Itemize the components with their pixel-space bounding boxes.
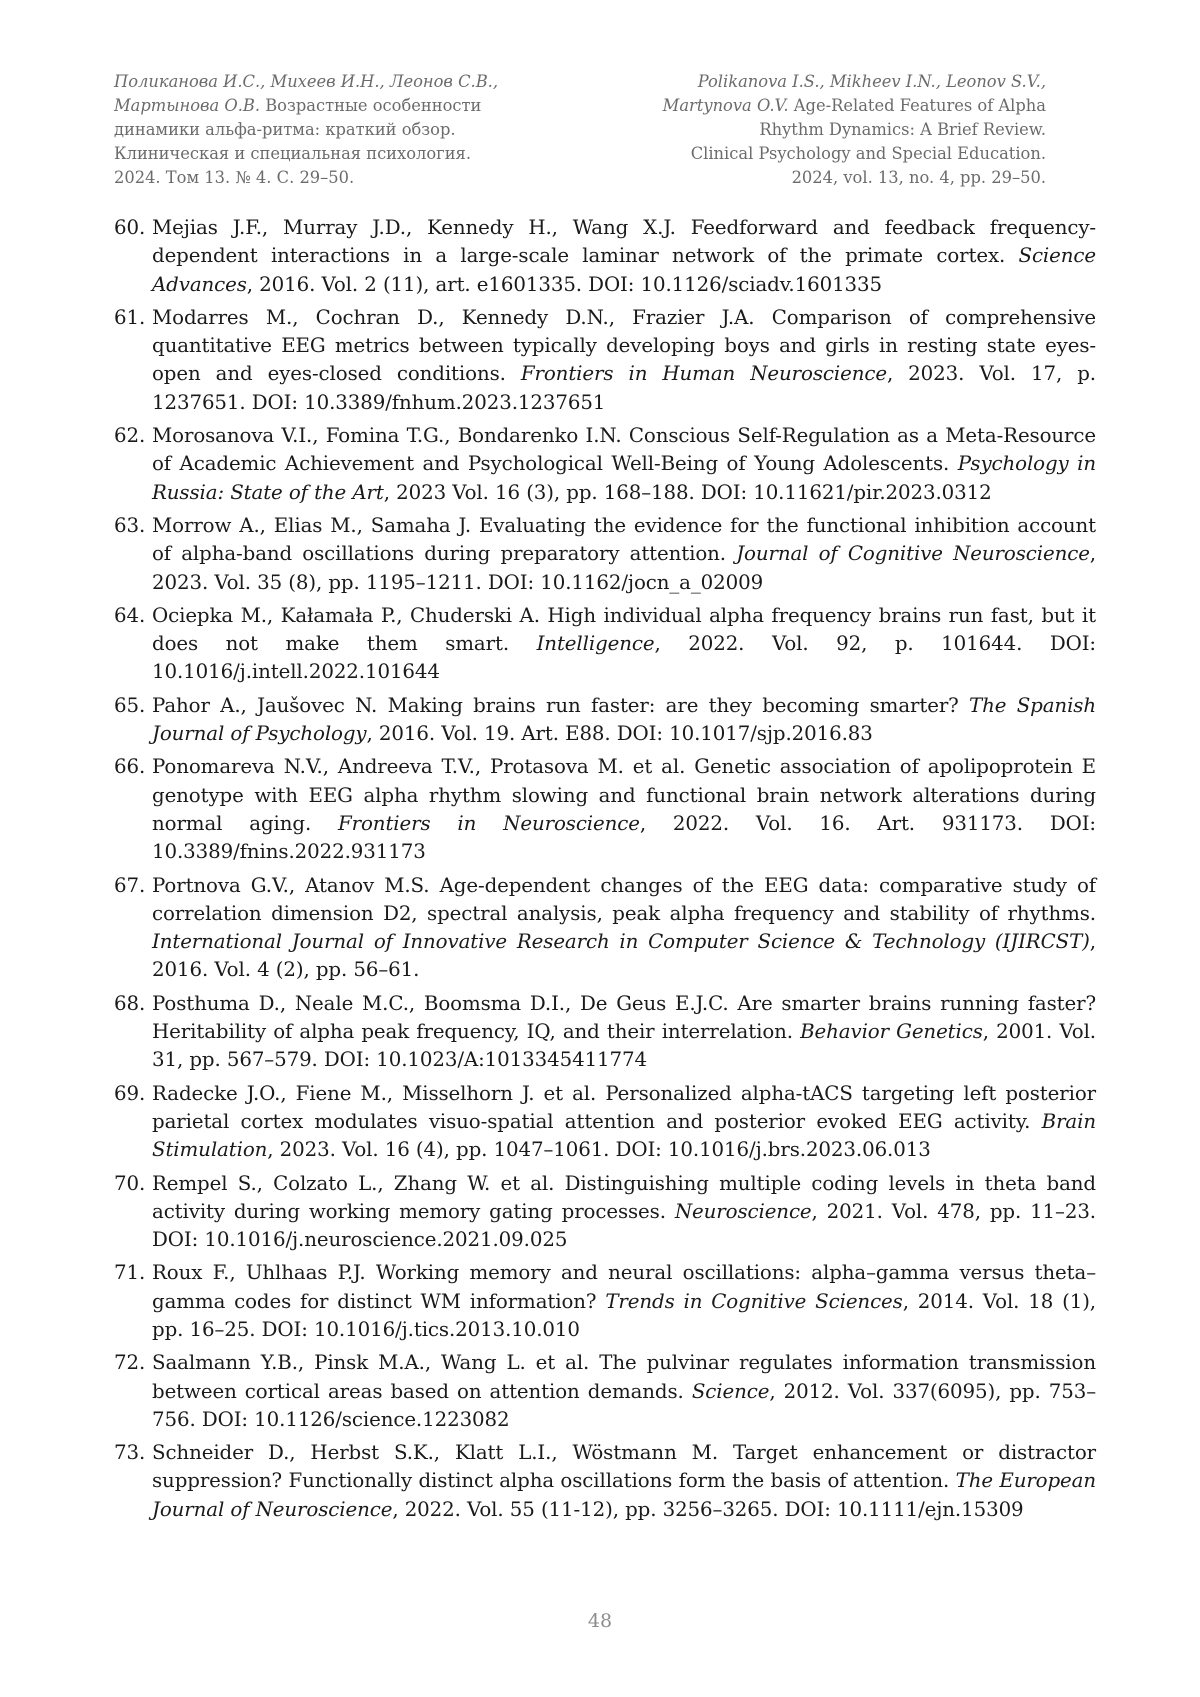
journal-title: Science	[691, 1379, 770, 1403]
reference-item	[114, 214, 1096, 299]
reference-text: Portnova G.V., Atanov M.S. Age-dependent changes of the EEG data: comparative study of correlation dimension D2, spectral analysis, peak alpha frequency and stability of rhythms. International Journal of Innovative Research in Computer Science & Technology (IJIRCST), 2016. Vol. 4 (2), pp. 56–61.	[152, 873, 1096, 982]
reference-number: 68.	[114, 991, 146, 1015]
reference-number: 72.	[114, 1351, 146, 1375]
page-number: 48	[587, 1610, 613, 1632]
reference-item	[114, 692, 1096, 749]
header-line: Клиническая и специальная психология.	[114, 144, 471, 163]
reference-text: Ociepka M., Kałamała P., Chuderski A. High individual alpha frequency brains run fast, but it does not make them smart. Intelligence, 2022. Vol. 92, p. 101644. DOI: 10.1016/j.intell.2022.101644	[152, 603, 1096, 684]
reference-number: 60.	[114, 216, 146, 239]
header-line: Polikanova I.S., Mikheev I.N., Leonov S.V.,	[697, 72, 1046, 91]
reference-item	[114, 753, 1096, 866]
header-line: 2024, vol. 13, no. 4, pp. 29–50.	[791, 168, 1046, 187]
reference-number: 66.	[114, 755, 146, 779]
journal-title: The Spanish Journal of Psychology	[152, 693, 1096, 746]
reference-item	[114, 1439, 1096, 1524]
journal-title: International Journal of Innovative Research in Computer Science & Technology (IJIRCST)	[152, 930, 1090, 954]
reference-text: Mejias J.F., Murray J.D., Kennedy H., Wang X.J. Feedforward and feedback frequency-dependent interactions in a large-scale laminar network of the primate cortex. Science Advances, 2016. Vol. 2 (11), art. e1601335. DOI: 10.1126/sciadv.1601335	[152, 216, 1096, 296]
reference-item	[114, 990, 1096, 1075]
reference-item	[114, 602, 1096, 687]
reference-number: 67.	[114, 873, 146, 897]
reference-number: 65.	[114, 693, 146, 717]
reference-text: Radecke J.O., Fiene M., Misselhorn J. et al. Personalized alpha-tACS targeting left posterior parietal cortex modulates visuo-spatial attention and posterior evoked EEG activity. Brain Stimulation, 2023. Vol. 16 (4), pp. 1047–1061. DOI: 10.1016/j.brs.2023.06.013	[152, 1081, 1096, 1162]
reference-text: Saalmann Y.B., Pinsk M.A., Wang L. et al. The pulvinar regulates information transmission between cortical areas based on attention demands. Science, 2012. Vol. 337(6095), pp. 753–756. DOI: 10.1126/science.1223082	[152, 1351, 1097, 1431]
running-header	[114, 70, 1046, 190]
reference-text: Roux F., Uhlhaas P.J. Working memory and neural oscillations: alpha–gamma versus theta–gamma codes for distinct WM information? Trends in Cognitive Sciences, 2014. Vol. 18 (1), pp. 16–25. DOI: 10.1016/j.tics.2013.10.010	[152, 1261, 1096, 1341]
reference-item	[114, 304, 1096, 417]
reference-item	[114, 1349, 1096, 1434]
reference-item	[114, 512, 1096, 597]
journal-title: Brain Stimulation	[152, 1109, 1096, 1162]
reference-item	[114, 422, 1096, 507]
reference-item	[114, 1259, 1096, 1344]
header-line: Clinical Psychology and Special Education.	[690, 144, 1046, 163]
reference-item	[114, 1080, 1096, 1165]
header-line: Поликанова И.С., Михеев И.Н., Леонов С.В.,	[114, 72, 499, 91]
header-russian-citation	[114, 70, 534, 190]
journal-title: Journal of Cognitive Neuroscience	[736, 542, 1090, 566]
reference-number: 70.	[114, 1171, 146, 1195]
reference-text: Morrow A., Elias M., Samaha J. Evaluating the evidence for the functional inhibition account of alpha-band oscillations during preparatory attention. Journal of Cognitive Neuroscience, 2023. Vol. 35 (8), pp. 1195–1211. DOI: 10.1162/jocn_a_02009	[152, 513, 1096, 594]
journal-title: Trends in Cognitive Sciences	[605, 1289, 903, 1313]
reference-list	[114, 214, 1096, 1529]
reference-text: Ponomareva N.V., Andreeva T.V., Protasova M. et al. Genetic association of apolipoprotein E genotype with EEG alpha rhythm slowing and functional brain network alterations during normal aging. Frontiers in Neuroscience, 2022. Vol. 16. Art. 931173. DOI: 10.3389/fnins.2022.931173	[152, 755, 1096, 864]
reference-text: Modarres M., Cochran D., Kennedy D.N., Frazier J.A. Comparison of comprehensive quantitative EEG metrics between typically developing boys and girls in resting state eyes-open and eyes-closed conditions. Frontiers in Human Neuroscience, 2023. Vol. 17, p. 1237651. DOI: 10.3389/fnhum.2023.1237651	[152, 305, 1096, 414]
reference-number: 63.	[114, 513, 146, 537]
header-line: динамики альфа-ритма: краткий обзор.	[114, 120, 456, 139]
reference-number: 64.	[114, 603, 146, 627]
reference-number: 71.	[114, 1261, 146, 1285]
journal-title: Science Advances	[152, 244, 1096, 296]
reference-number: 61.	[114, 305, 146, 329]
journal-title: Intelligence	[536, 632, 655, 656]
reference-number: 69.	[114, 1081, 146, 1105]
header-line: 2024. Том 13. № 4. С. 29–50.	[114, 168, 355, 187]
header-line: Rhythm Dynamics: A Brief Review.	[759, 120, 1046, 139]
header-line: Мартынова О.В. Возрастные особенности	[114, 96, 482, 115]
journal-title: Neuroscience	[674, 1199, 812, 1223]
reference-item	[114, 872, 1096, 985]
reference-number: 62.	[114, 424, 146, 448]
journal-title: Frontiers in Human Neuroscience	[520, 362, 887, 386]
reference-text: Posthuma D., Neale M.C., Boomsma D.I., De Geus E.J.C. Are smarter brains running faster? Heritability of alpha peak frequency, IQ, and their interrelation. Behavior Genetics, 2001. Vol. 31, pp. 567–579. DOI: 10.1023/A:1013345411774	[152, 991, 1096, 1072]
journal-title: The European Journal of Neuroscience	[152, 1469, 1096, 1521]
reference-text: Morosanova V.I., Fomina T.G., Bondarenko I.N. Conscious Self-Regulation as a Meta-Resource of Academic Achievement and Psychological Well-Being of Young Adolescents. Psychology in Russia: State of the Art, 2023 Vol. 16 (3), pp. 168–188. DOI: 10.11621/pir.2023.0312	[152, 424, 1096, 504]
reference-item	[114, 1170, 1096, 1255]
journal-title: Psychology in Russia: State of the Art	[152, 452, 1096, 504]
header-line: Martynova O.V. Age-Related Features of Alpha	[662, 96, 1046, 115]
reference-text: Pahor A., Jaušovec N. Making brains run faster: are they becoming smarter? The Spanish Journal of Psychology, 2016. Vol. 19. Art. E88. DOI: 10.1017/sjp.2016.83	[152, 693, 1096, 746]
reference-text: Schneider D., Herbst S.K., Klatt L.I., Wöstmann M. Target enhancement or distractor suppression? Functionally distinct alpha oscillations form the basis of attention. The European Journal of Neuroscience, 2022. Vol. 55 (11-12), pp. 3256–3265. DOI: 10.1111/ejn.15309	[152, 1441, 1096, 1521]
journal-title: Frontiers in Neuroscience	[338, 811, 640, 835]
journal-title: Behavior Genetics	[800, 1020, 983, 1044]
header-english-citation	[626, 70, 1046, 190]
reference-text: Rempel S., Colzato L., Zhang W. et al. Distinguishing multiple coding levels in theta band activity during working memory gating processes. Neuroscience, 2021. Vol. 478, pp. 11–23. DOI: 10.1016/j.neuroscience.2021.09.025	[152, 1171, 1096, 1252]
reference-number: 73.	[114, 1441, 146, 1465]
